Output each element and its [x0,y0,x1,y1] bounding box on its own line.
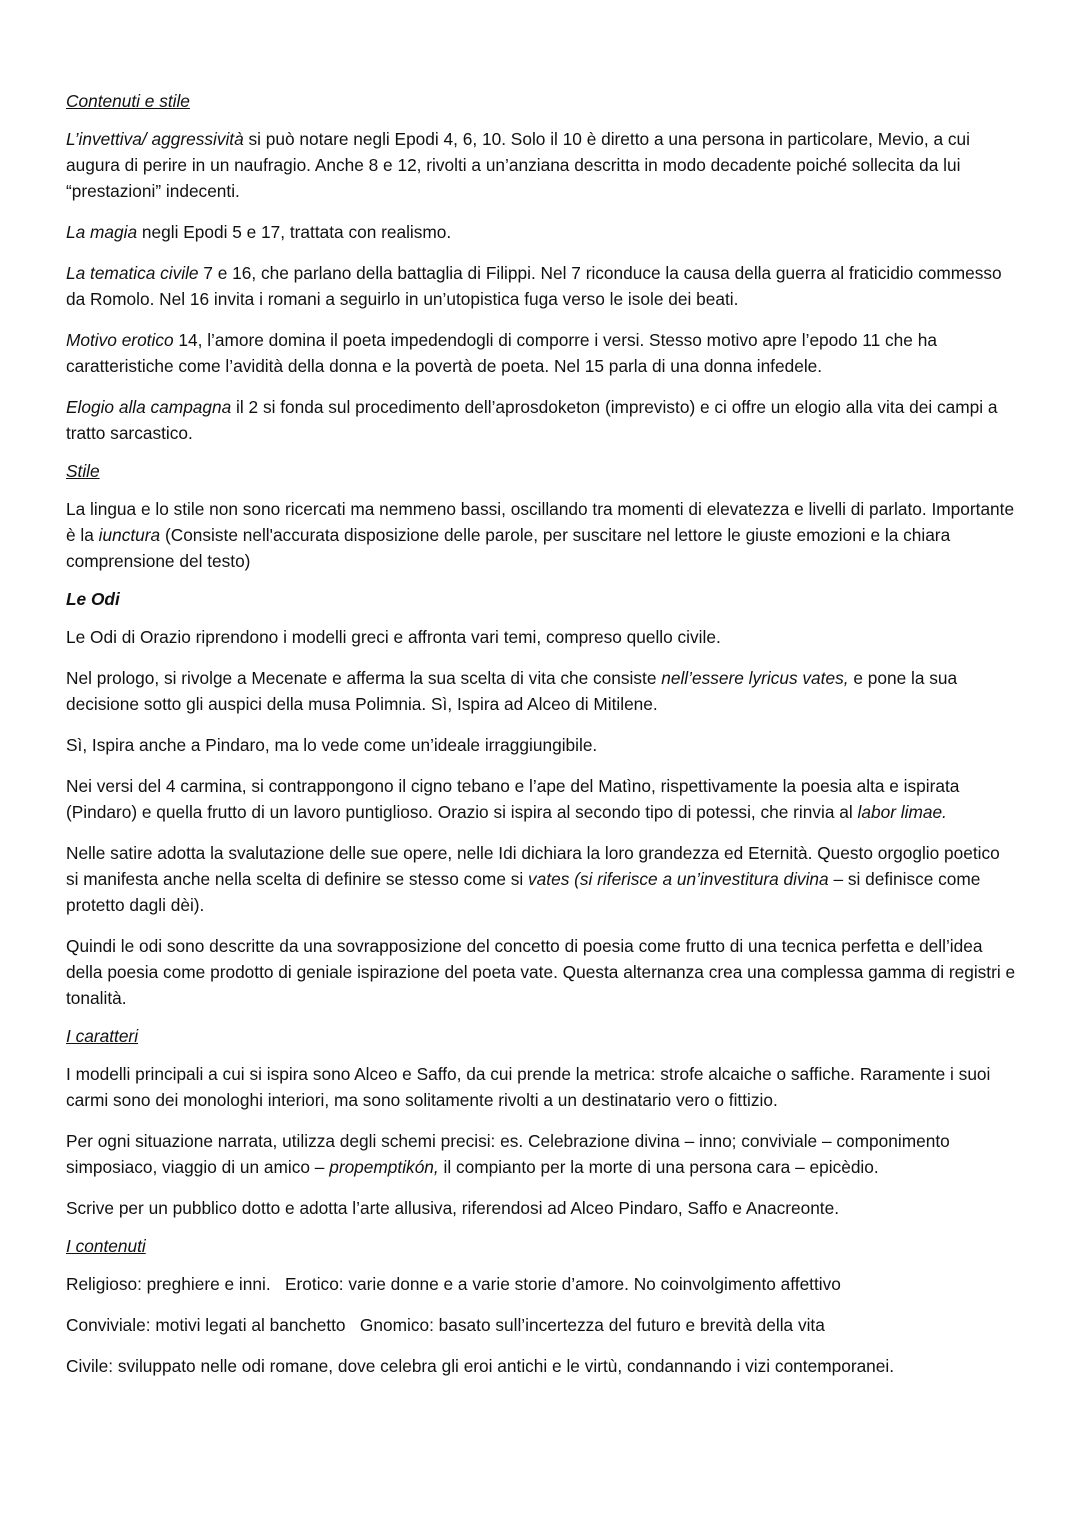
paragraph-sovrapposizione: Quindi le odi sono descritte da una sovrapposizione del concetto di poesia come frutto di una tecnica perfetta e dell’idea della poesia come prodotto di geniale ispirazione del poeta vate. Questa alternanza crea una complessa gamma di registri e tonalità. [66,936,1016,1008]
paragraph-motivo-erotico [66,327,1016,379]
heading-contenuti-e-stile: Contenuti e stile [66,91,190,111]
paragraph-pindaro: Sì, Ispira anche a Pindaro, ma lo vede come un’ideale irraggiungibile. [66,735,598,755]
paragraph-tematica-civile-text: 7 e 16, che parlano della battaglia di Filippi. Nel 7 riconduce la causa della guerra al fraticidio commesso da Romolo. Nel 16 invita i romani a seguirlo in un’utopistica fuga verso le isole dei beati. [66,263,1002,309]
paragraph-odi-intro: Le Odi di Orazio riprendono i modelli greci e affronta vari temi, compreso quello civile. [66,627,721,647]
paragraph-satire-italic: vates (si riferisce a un’investitura divina [528,869,829,889]
paragraph-elogio-campagna-italic: Elogio alla campagna [66,397,232,417]
paragraph-carmina-italic: labor limae. [857,802,947,822]
paragraph-schemi-italic: propemptikón, [329,1157,439,1177]
paragraph-motivo-erotico-italic: Motivo erotico [66,330,174,350]
paragraph-invettiva-italic: L’invettiva/ aggressività [66,129,244,149]
paragraph-prologo [66,665,1016,717]
paragraph-modelli: I modelli principali a cui si ispira sono Alceo e Saffo, da cui prende la metrica: strofe alcaiche o saffiche. Raramente i suoi carmi sono dei monologhi interiori, ma sono solitamente rivolti a un destinatario vero o fittizio. [66,1064,991,1110]
paragraph-stile-italic: iunctura [98,525,161,545]
paragraph-stile [66,496,1016,574]
paragraph-satire-text-a: Nelle satire adotta la svalutazione delle sue opere, nelle Idi dichiara la loro grandezza ed Eternità. Questo orgoglio poetico si manifesta anche nella scelta di definire se stesso come si [66,843,1000,889]
paragraph-magia [66,219,1016,245]
heading-le-odi: Le Odi [66,589,120,609]
paragraph-elogio-campagna-text: il 2 si fonda sul procedimento dell’aprosdoketon (imprevisto) e ci offre un elogio alla vita dei campi a tratto sarcastico. [66,397,998,443]
paragraph-elogio-campagna [66,394,1016,446]
heading-i-contenuti: I contenuti [66,1236,146,1256]
paragraph-religioso-erotico: Religioso: preghiere e inni. Erotico: varie donne e a varie storie d’amore. No coinvolgimento affettivo [66,1274,841,1294]
paragraph-conviviale-gnomico: Conviviale: motivi legati al banchetto Gnomico: basato sull’incertezza del futuro e brevità della vita [66,1315,825,1335]
paragraph-schemi [66,1128,1016,1180]
heading-stile: Stile [66,461,100,481]
paragraph-stile-text-a: La lingua e lo stile non sono ricercati ma nemmeno bassi, oscillando tra momenti di elevatezza e livelli di parlato. Importante è la [66,499,1015,545]
document-page [66,88,1016,1394]
paragraph-civile: Civile: sviluppato nelle odi romane, dove celebra gli eroi antichi e le virtù, condannando i vizi contemporanei. [66,1356,895,1376]
paragraph-tematica-civile [66,260,1016,312]
paragraph-satire-text-b: – si definisce come protetto dagli dèi). [66,869,981,915]
paragraph-carmina [66,773,1016,825]
paragraph-motivo-erotico-text: 14, l’amore domina il poeta impedendogli di comporre i versi. Stesso motivo apre l’epodo 11 che ha caratteristiche come l’avidità della donna e la povertà de poeta. Nel 15 parla di una donna infedele. [66,330,937,376]
paragraph-schemi-text-b: il compianto per la morte di una persona cara – epicèdio. [438,1157,879,1177]
paragraph-prologo-italic: nell’essere lyricus vates, [661,668,849,688]
paragraph-tematica-civile-italic: La tematica civile [66,263,199,283]
paragraph-prologo-text-a: Nel prologo, si rivolge a Mecenate e afferma la sua scelta di vita che consiste [66,668,662,688]
paragraph-stile-text-b: (Consiste nell'accurata disposizione delle parole, per suscitare nel lettore le giuste emozioni e la chiara comprensione del testo) [66,525,951,571]
paragraph-invettiva [66,126,1016,204]
paragraph-satire [66,840,1016,918]
paragraph-carmina-text: Nei versi del 4 carmina, si contrappongono il cigno tebano e l’ape del Matìno, rispettivamente la poesia alta e ispirata (Pindaro) e quella frutto di un lavoro puntiglioso. Orazio si ispira al secondo tipo di potessi, che rinvia al [66,776,960,822]
paragraph-invettiva-text: si può notare negli Epodi 4, 6, 10. Solo il 10 è diretto a una persona in particolare, Mevio, a cui augura di perire in un naufragio. Anche 8 e 12, rivolti a un’anziana descritta in modo decadente poiché sollecita da lui “prestazioni” indecenti. [66,129,970,201]
paragraph-prologo-text-b: e pone la sua decisione sotto gli auspici della musa Polimnia. Sì, Ispira ad Alceo di Mitilene. [66,668,958,714]
paragraph-magia-text: negli Epodi 5 e 17, trattata con realismo. [137,222,452,242]
heading-i-caratteri: I caratteri [66,1026,139,1046]
paragraph-schemi-text-a: Per ogni situazione narrata, utilizza degli schemi precisi: es. Celebrazione divina – inno; conviviale – componimento simposiaco, viaggio di un amico – [66,1131,950,1177]
paragraph-pubblico: Scrive per un pubblico dotto e adotta l’arte allusiva, riferendosi ad Alceo Pindaro, Saffo e Anacreonte. [66,1198,840,1218]
paragraph-magia-italic: La magia [66,222,138,242]
